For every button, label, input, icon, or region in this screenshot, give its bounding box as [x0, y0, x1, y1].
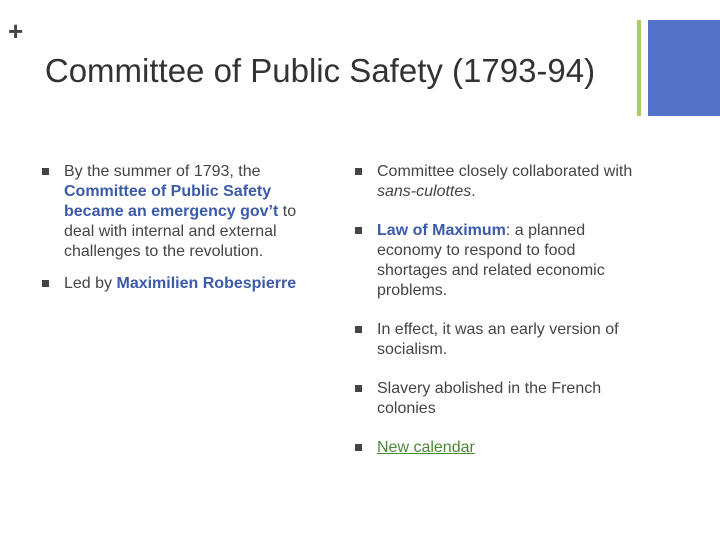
list-item	[42, 274, 312, 294]
bullet-text: By the summer of 1793, the	[64, 163, 261, 180]
list-item	[355, 221, 640, 301]
bullet-highlight: Committee of Public Safety became an emergency gov’t	[64, 183, 279, 220]
bullet-text: Committee closely collaborated with	[377, 163, 633, 180]
accent-bar-green	[637, 20, 641, 116]
list-item	[355, 379, 640, 419]
bullet-highlight: Maximilien Robespierre	[116, 275, 297, 292]
square-bullet-icon	[355, 326, 362, 333]
square-bullet-icon	[355, 444, 362, 451]
bullet-text: In effect, it was an early version of socialism.	[377, 321, 619, 358]
bullet-text: : a planned economy to respond to food shortages and related economic problems.	[377, 222, 605, 299]
slide-title: Committee of Public Safety (1793-94)	[44, 52, 596, 89]
list-item	[355, 438, 640, 458]
bullet-italic: sans-culottes	[377, 183, 472, 200]
square-bullet-icon	[42, 168, 49, 175]
accent-bar-blue	[648, 20, 720, 116]
bullet-text: Slavery abolished in the French colonies	[377, 380, 602, 417]
list-item	[355, 320, 640, 360]
bullet-text: Led by	[64, 275, 117, 292]
plus-mark: +	[8, 16, 24, 46]
left-bullet-list	[42, 162, 312, 306]
right-bullet-list	[355, 162, 640, 477]
bullet-highlight: Law of Maximum	[377, 222, 506, 239]
square-bullet-icon	[42, 280, 49, 287]
new-calendar-link[interactable]: New calendar	[377, 439, 475, 456]
list-item	[42, 162, 312, 262]
list-item	[355, 162, 640, 202]
bullet-text: .	[471, 183, 476, 200]
bullet-text: to deal with internal and external challenges to the revolution.	[64, 203, 297, 260]
square-bullet-icon	[355, 227, 362, 234]
square-bullet-icon	[355, 385, 362, 392]
square-bullet-icon	[355, 168, 362, 175]
